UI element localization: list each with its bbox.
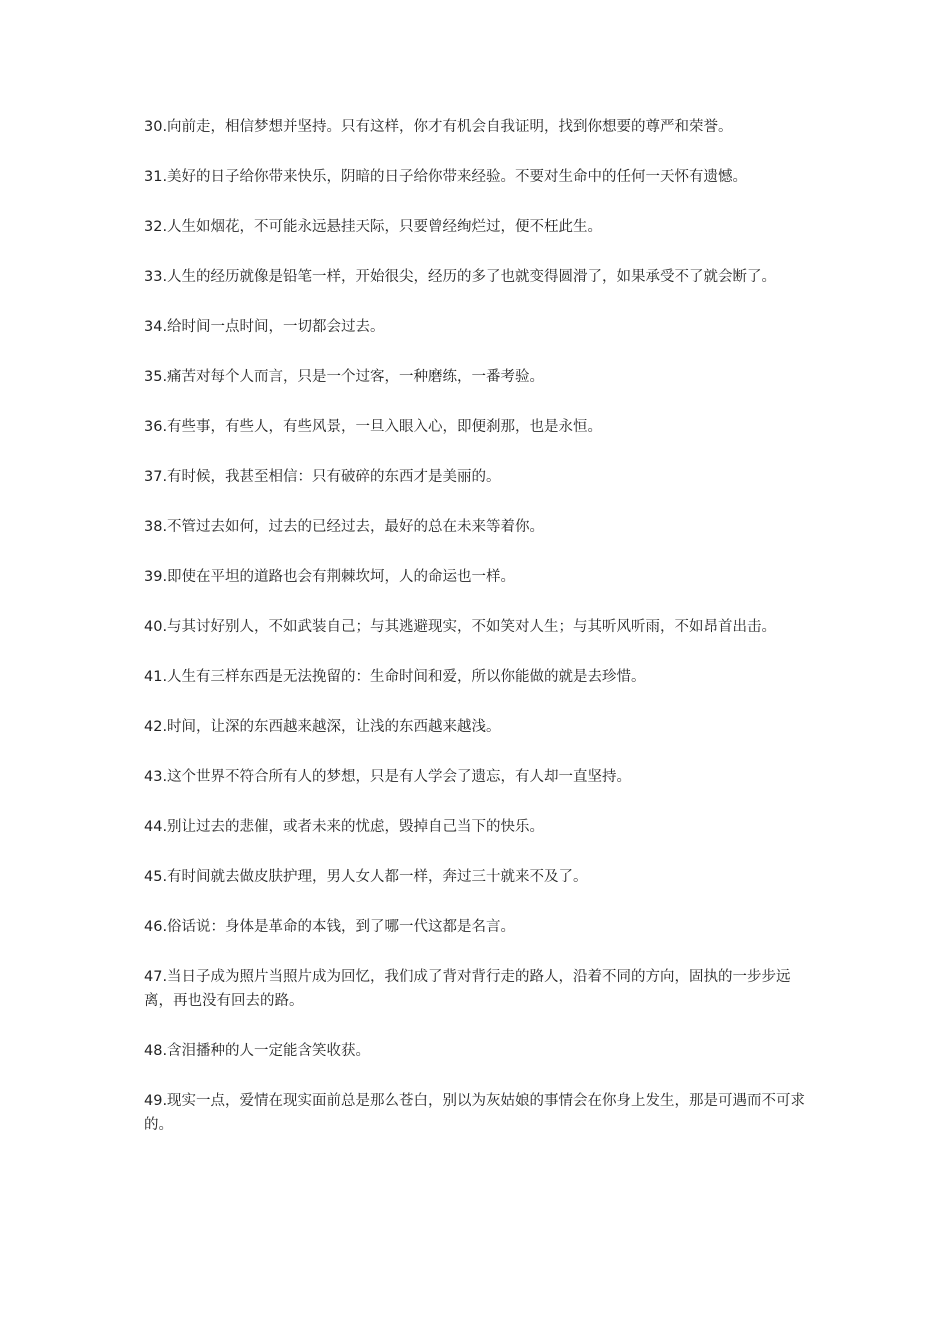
quote-item: 47.当日子成为照片当照片成为回忆，我们成了背对背行走的路人，沿着不同的方向，固执的一步步远离，再也没有回去的路。 [144,969,791,1009]
quote-item: 34.给时间一点时间，一切都会过去。 [144,319,385,335]
quote-item: 45.有时间就去做皮肤护理，男人女人都一样，奔过三十就来不及了。 [144,869,588,885]
quote-item: 38.不管过去如何，过去的已经过去，最好的总在未来等着你。 [144,519,545,535]
quote-item: 39.即使在平坦的道路也会有荆棘坎坷，人的命运也一样。 [144,569,516,585]
quote-list [144,115,810,1163]
quote-item: 48.含泪播种的人一定能含笑收获。 [144,1043,371,1059]
quote-item: 40.与其讨好别人，不如武装自己；与其逃避现实，不如笑对人生；与其听风听雨，不如昂首出击。 [144,619,777,635]
quote-item: 32.人生如烟花，不可能永远悬挂天际，只要曾经绚烂过，便不枉此生。 [144,219,603,235]
quote-item: 49.现实一点，爱情在现实面前总是那么苍白，别以为灰姑娘的事情会在你身上发生，那是可遇而不可求的。 [144,1093,806,1133]
quote-item: 36.有些事，有些人，有些风景，一旦入眼入心，即便刹那，也是永恒。 [144,419,603,435]
quote-item: 31.美好的日子给你带来快乐，阴暗的日子给你带来经验。不要对生命中的任何一天怀有遗憾。 [144,169,748,185]
quote-item: 46.俗话说：身体是革命的本钱，到了哪一代这都是名言。 [144,919,516,935]
quote-item: 37.有时候，我甚至相信：只有破碎的东西才是美丽的。 [144,469,501,485]
quote-item: 33.人生的经历就像是铅笔一样，开始很尖，经历的多了也就变得圆滑了，如果承受不了就会断了。 [144,269,777,285]
quote-item: 42.时间，让深的东西越来越深，让浅的东西越来越浅。 [144,719,501,735]
quote-item: 35.痛苦对每个人而言，只是一个过客，一种磨练，一番考验。 [144,369,545,385]
quote-item: 43.这个世界不符合所有人的梦想，只是有人学会了遗忘，有人却一直坚持。 [144,769,632,785]
quote-item: 41.人生有三样东西是无法挽留的：生命时间和爱，所以你能做的就是去珍惜。 [144,669,646,685]
quote-item: 30.向前走，相信梦想并坚持。只有这样，你才有机会自我证明，找到你想要的尊严和荣誉。 [144,119,733,135]
quote-item: 44.别让过去的悲催，或者未来的忧虑，毁掉自己当下的快乐。 [144,819,545,835]
